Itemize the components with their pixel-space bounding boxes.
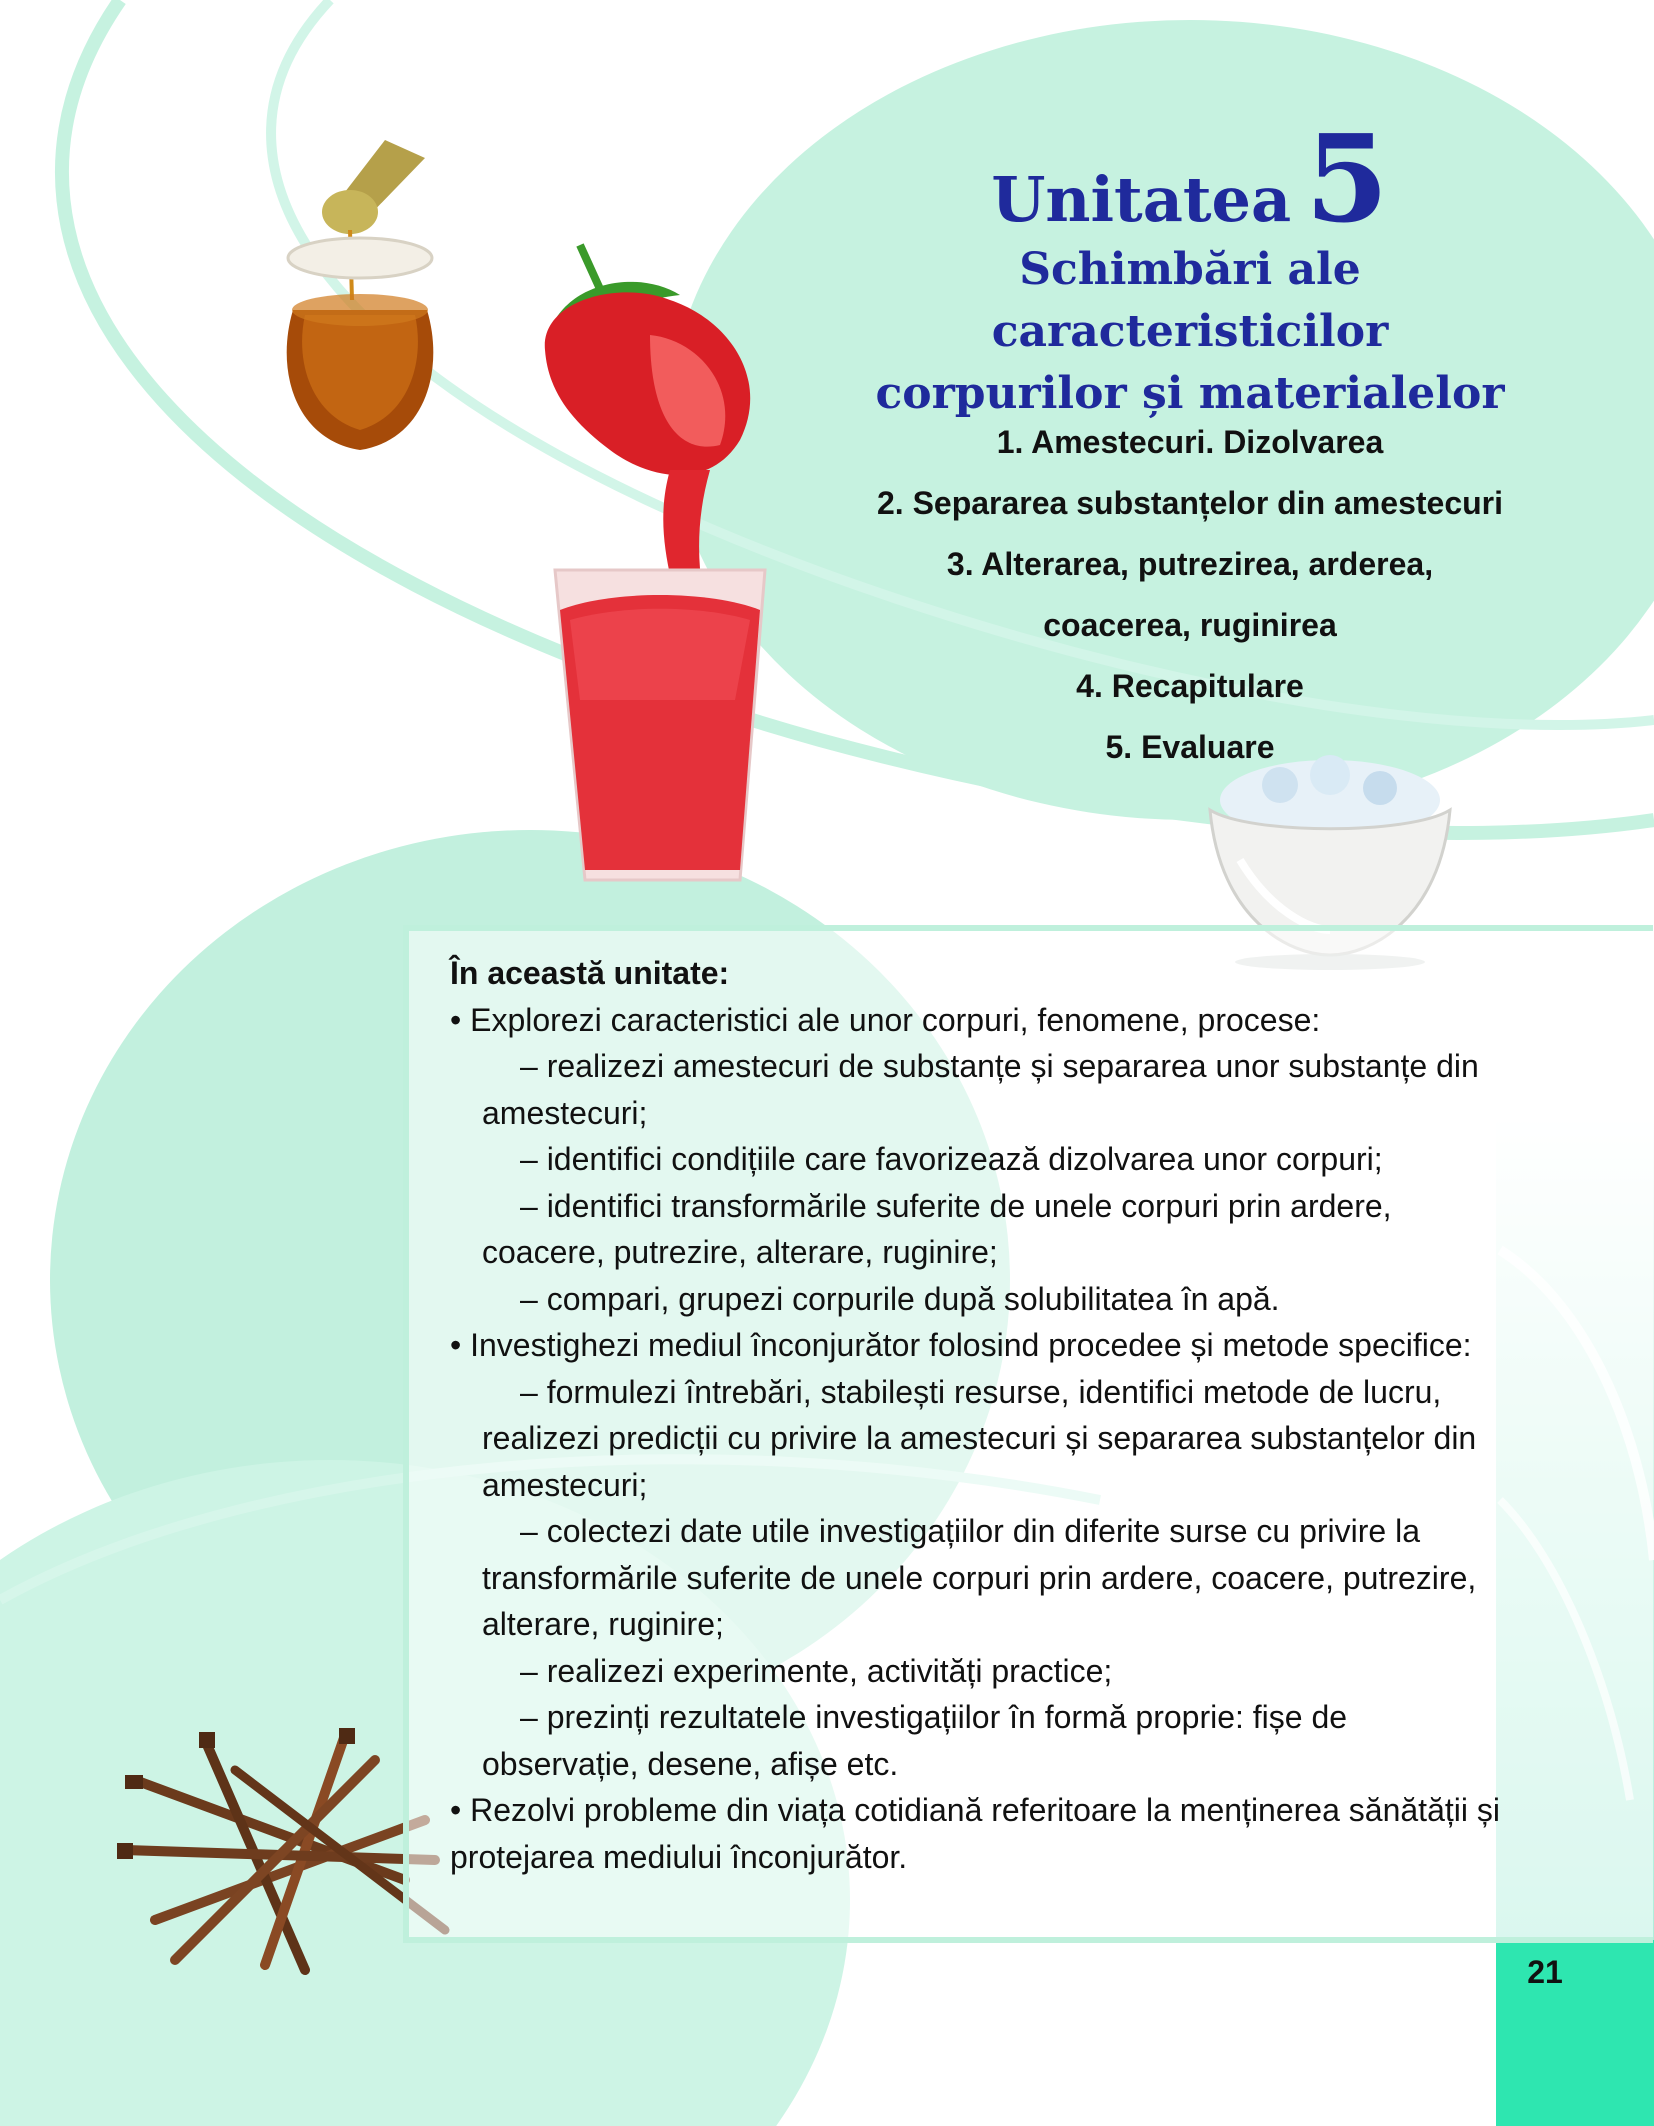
unit-number: 5 <box>1305 109 1389 250</box>
objective-bullet: • Rezolvi probleme din viața cotidiană referitoare la menținerea sănătății și protejarea mediului înconjurător. <box>450 1792 1500 1875</box>
lesson-item: coacerea, ruginirea <box>1043 607 1337 643</box>
unit-subtitle-line-2: corpurilor și materialelor <box>875 368 1505 419</box>
lesson-list <box>830 412 1550 778</box>
honey-jar-image <box>265 140 455 480</box>
objective-subitem: – compari, grupezi corpurile după solubilitatea în apă. <box>520 1280 1280 1317</box>
page-number: 21 <box>1527 1954 1563 1990</box>
lesson-item: 5. Evaluare <box>1105 729 1275 765</box>
objective-subitem: – realizezi amestecuri de substanțe și separarea unor substanțe din amestecuri; <box>482 1048 1479 1131</box>
objective-subitem: – prezinți rezultatele investigațiilor în formă proprie: fișe de observație, desene, afișe etc. <box>482 1699 1348 1782</box>
strawberry-juice-image <box>530 240 790 900</box>
objectives-heading: În această unitate: <box>450 955 730 991</box>
unit-word: Unitatea <box>991 163 1292 236</box>
lesson-item: 4. Recapitulare <box>1076 668 1304 704</box>
unit-title-block <box>840 109 1540 425</box>
objective-bullet: • Explorezi caracteristici ale unor corpuri, fenomene, procese: <box>450 1001 1321 1038</box>
unit-heading <box>840 109 1540 250</box>
objectives-text <box>450 950 1510 1880</box>
objective-subitem: – realizezi experimente, activități practice; <box>520 1652 1113 1689</box>
objective-subitem: – identifici condițiile care favorizează dizolvarea unor corpuri; <box>520 1141 1383 1177</box>
objective-subitem: – formulezi întrebări, stabilești resurse, identifici metode de lucru, realizezi predicții cu privire la amestecuri și separarea substanțelor din amestecuri; <box>482 1373 1477 1503</box>
lesson-item: 1. Amestecuri. Dizolvarea <box>996 424 1384 460</box>
unit-subtitle <box>840 239 1540 425</box>
lesson-item: 3. Alterarea, putrezirea, arderea, <box>946 546 1434 582</box>
objective-subitem: – identifici transformările suferite de unele corpuri prin ardere, coacere, putrezire, alterare, ruginire; <box>482 1187 1392 1270</box>
objective-subitem: – colectezi date utile investigațiilor din diferite surse cu privire la transformările suferite de unele corpuri prin ardere, coacere, putrezire, alterare, ruginire; <box>482 1513 1477 1642</box>
unit-subtitle-line-1: Schimbări ale caracteristicilor <box>991 244 1389 357</box>
objective-bullet: • Investighezi mediul înconjurător folosind procedee și metode specifice: <box>450 1327 1472 1363</box>
lesson-item: 2. Separarea substanțelor din amestecuri <box>876 485 1504 521</box>
